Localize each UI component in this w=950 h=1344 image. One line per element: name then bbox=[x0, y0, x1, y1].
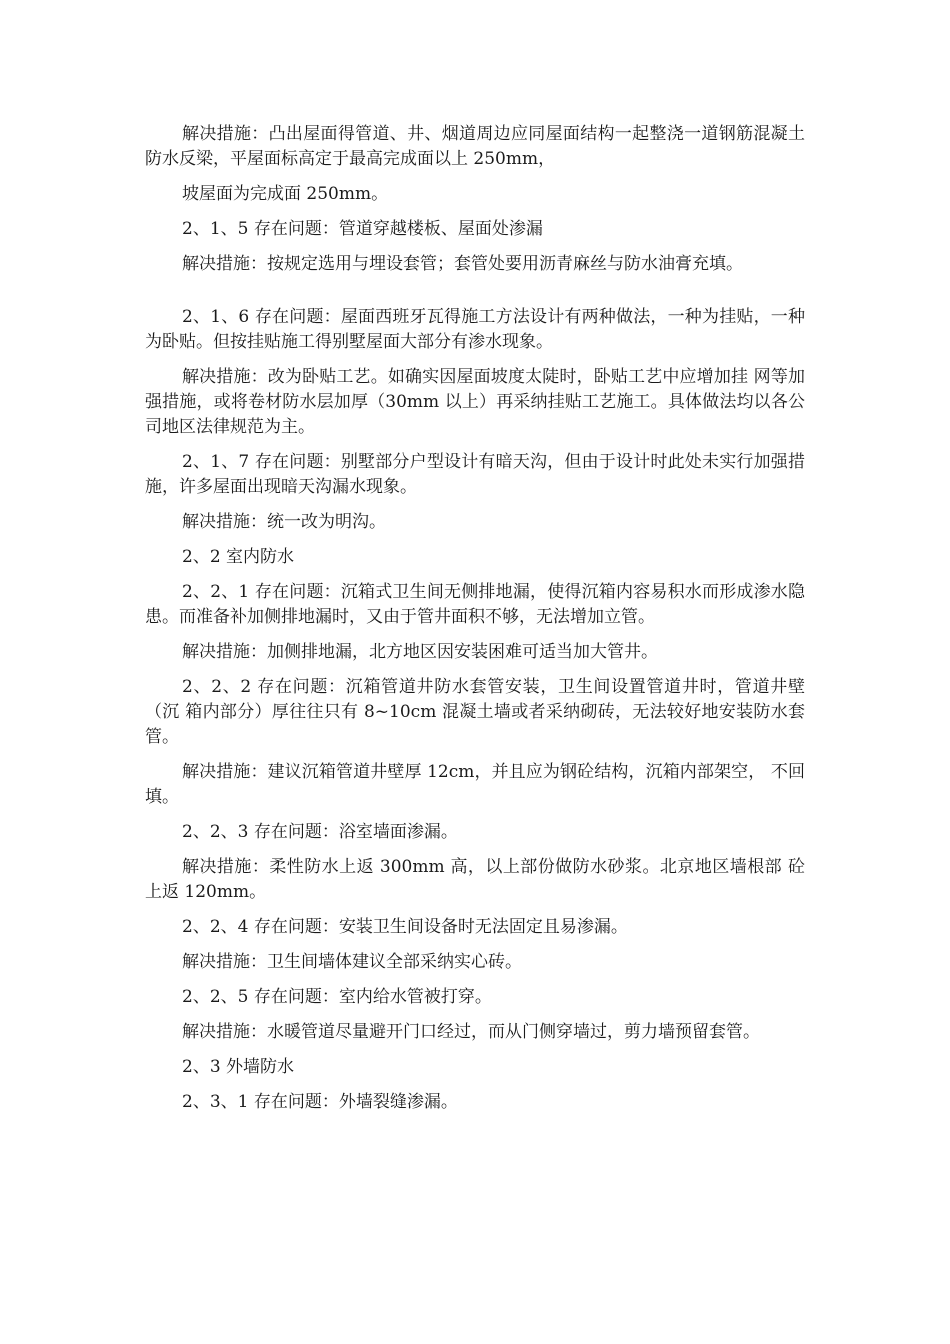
paragraph-sloped-roof-height: 坡屋面为完成面 250mm。 bbox=[182, 184, 389, 204]
paragraph-measure-2-2-3: 解决措施：柔性防水上返 300mm 高，以上部份做防水砂浆。北京地区墙根部 砼上返 120mm。 bbox=[145, 857, 805, 902]
paragraph-measure-2-1-5: 解决措施：按规定选用与埋设套管；套管处要用沥青麻丝与防水油膏充填。 bbox=[182, 254, 743, 274]
paragraph-measure-2-1-6: 解决措施：改为卧贴工艺。如确实因屋面坡度太陡时，卧贴工艺中应增加挂 网等加强措施，或将卷材防水层加厚（30mm 以上）再采纳挂贴工艺施工。具体做法均以各公司地区法律规范为主。 bbox=[145, 367, 805, 437]
paragraph-measure-2-2-2: 解决措施：建议沉箱管道井壁厚 12cm，并且应为钢砼结构，沉箱内部架空， 不回填。 bbox=[145, 762, 805, 807]
section-heading-2-3: 2、3 外墙防水 bbox=[182, 1057, 295, 1077]
paragraph-issue-2-2-3: 2、2、3 存在问题：浴室墙面渗漏。 bbox=[182, 822, 458, 842]
paragraph-measure-2-2-1: 解决措施：加侧排地漏，北方地区因安装困难可适当加大管井。 bbox=[182, 642, 658, 662]
paragraph-issue-2-1-6: 2、1、6 存在问题：屋面西班牙瓦得施工方法设计有两种做法，一种为挂贴，一种为卧贴。但按挂贴施工得别墅屋面大部分有渗水现象。 bbox=[145, 307, 805, 352]
paragraph-issue-2-1-7: 2、1、7 存在问题：别墅部分户型设计有暗天沟，但由于设计时此处未实行加强措 施，许多屋面出现暗天沟漏水现象。 bbox=[145, 452, 805, 497]
document-body bbox=[145, 122, 805, 1125]
paragraph-issue-2-1-5: 2、1、5 存在问题：管道穿越楼板、屋面处渗漏 bbox=[182, 219, 543, 239]
paragraph-issue-2-3-1: 2、3、1 存在问题：外墙裂缝渗漏。 bbox=[182, 1092, 458, 1112]
paragraph-issue-2-2-2: 2、2、2 存在问题：沉箱管道井防水套管安装，卫生间设置管道井时，管道井壁（沉 箱内部分）厚往往只有 8~10cm 混凝土墙或者采纳砌砖，无法较好地安装防水套管。 bbox=[145, 677, 805, 747]
paragraph-measure-2-2-5: 解决措施：水暖管道尽量避开门口经过，而从门侧穿墙过，剪力墙预留套管。 bbox=[182, 1022, 760, 1042]
paragraph-measure-2-1-7: 解决措施：统一改为明沟。 bbox=[182, 512, 386, 532]
paragraph-measure-roof-penetrations: 解决措施：凸出屋面得管道、井、烟道周边应同屋面结构一起整浇一道钢筋混凝土防水反梁，平屋面标高定于最高完成面以上 250mm， bbox=[145, 124, 805, 169]
paragraph-issue-2-2-4: 2、2、4 存在问题：安装卫生间设备时无法固定且易渗漏。 bbox=[182, 917, 628, 937]
paragraph-measure-2-2-4: 解决措施：卫生间墙体建议全部采纳实心砖。 bbox=[182, 952, 522, 972]
paragraph-issue-2-2-1: 2、2、1 存在问题：沉箱式卫生间无侧排地漏，使得沉箱内容易积水而形成渗水隐患。而准备补加侧排地漏时，又由于管井面积不够，无法增加立管。 bbox=[145, 582, 805, 627]
paragraph-issue-2-2-5: 2、2、5 存在问题：室内给水管被打穿。 bbox=[182, 987, 492, 1007]
section-heading-2-2: 2、2 室内防水 bbox=[182, 547, 295, 567]
